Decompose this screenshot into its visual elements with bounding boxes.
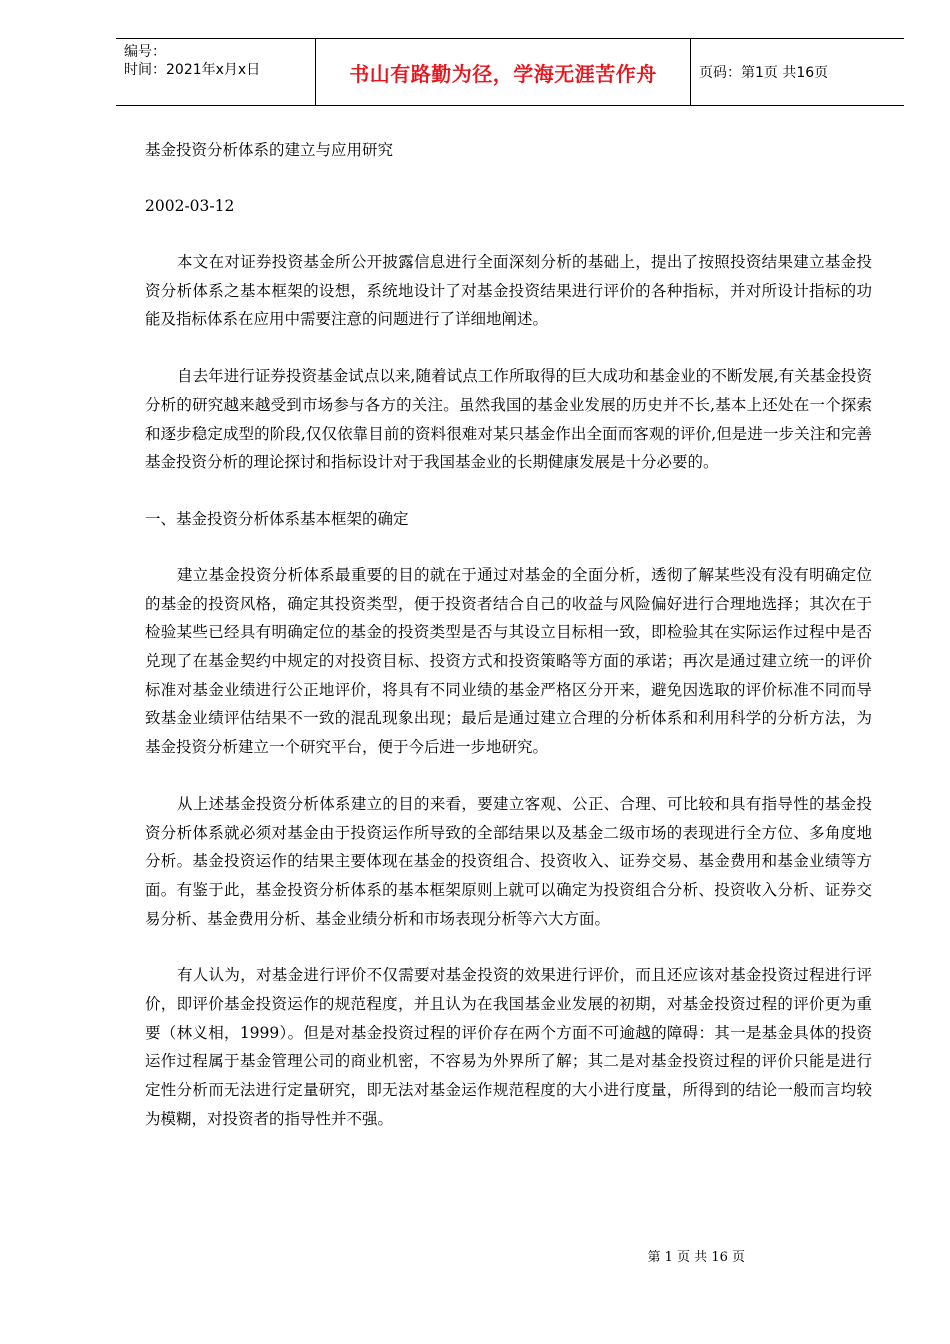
page-header <box>116 38 904 106</box>
header-motto-cell <box>316 39 691 105</box>
footer-page-number: 第 1 页 共 16 页 <box>647 1250 745 1265</box>
paragraph-abstract: 本文在对证券投资基金所公开披露信息进行全面深刻分析的基础上，提出了按照投资结果建立基金投资分析体系之基本框架的设想，系统地设计了对基金投资结果进行评价的各种指标，并对所设计指标的功能及指标体系在应用中需要注意的问题进行了详细地阐述。 <box>145 253 872 329</box>
number-label: 编号： <box>124 44 166 60</box>
paragraph-framework: 从上述基金投资分析体系建立的目的来看，要建立客观、公正、合理、可比较和具有指导性的基金投资分析体系就必须对基金由于投资运作所导致的全部结果以及基金二级市场的表现进行全方位、多角度地分析。基金投资运作的结果主要体现在基金的投资组合、投资收入、证券交易、基金费用和基金业绩等方面。有鉴于此，基金投资分析体系的基本框架原则上就可以确定为投资组合分析、投资收入分析、证券交易分析、基金费用分析、基金业绩分析和市场表现分析等六大方面。 <box>145 794 872 928</box>
header-meta-cell <box>116 39 316 105</box>
article-body <box>145 136 872 1134</box>
page-info: 页码：第1页 共16页 <box>699 65 829 81</box>
motto-text: 书山有路勤为径，学海无涯苦作舟 <box>349 61 657 86</box>
section-heading: 一、基金投资分析体系基本框架的确定 <box>145 509 409 528</box>
header-page-cell <box>691 39 904 105</box>
paragraph-intro: 自去年进行证券投资基金试点以来,随着试点工作所取得的巨大成功和基金业的不断发展,有关基金投资分析的研究越来越受到市场参与各方的关注。虽然我国的基金业发展的历史并不长,基本上还处在一个探索和逐步稳定成型的阶段,仅仅依靠目前的资料很难对某只基金作出全面而客观的评价,但是进一步关注和完善基金投资分析的理论探讨和指标设计对于我国基金业的长期健康发展是十分必要的。 <box>145 367 872 472</box>
article-date: 2002-03-12 <box>145 197 235 215</box>
page-footer <box>0 1246 950 1265</box>
time-label: 时间：2021年x月x日 <box>124 62 261 78</box>
article-title: 基金投资分析体系的建立与应用研究 <box>145 141 394 159</box>
paragraph-process-evaluation: 有人认为，对基金进行评价不仅需要对基金投资的效果进行评价，而且还应该对基金投资过程进行评价，即评价基金投资运作的规范程度，并且认为在我国基金业发展的初期，对基金投资过程的评价更为重要（林义相，1999）。但是对基金投资过程的评价存在两个方面不可逾越的障碍：其一是基金具体的投资运作过程属于基金管理公司的商业机密，不容易为外界所了解；其二是对基金投资过程的评价只能是进行定性分析而无法进行定量研究，即无法对基金运作规范程度的大小进行度量，所得到的结论一般而言均较为模糊，对投资者的指导性并不强。 <box>145 966 872 1128</box>
paragraph-purpose: 建立基金投资分析体系最重要的目的就在于通过对基金的全面分析，透彻了解某些没有没有明确定位的基金的投资风格，确定其投资类型，便于投资者结合自己的收益与风险偏好进行合理地选择；其次在于检验某些已经具有明确定位的基金的投资类型是否与其设立目标相一致，即检验其在实际运作过程中是否兑现了在基金契约中规定的对投资目标、投资方式和投资策略等方面的承诺；再次是通过建立统一的评价标准对基金业绩进行公正地评价，将具有不同业绩的基金严格区分开来，避免因选取的评价标准不同而导致基金业绩评估结果不一致的混乱现象出现；最后是通过建立合理的分析体系和利用科学的分析方法，为基金投资分析建立一个研究平台，便于今后进一步地研究。 <box>145 565 872 757</box>
